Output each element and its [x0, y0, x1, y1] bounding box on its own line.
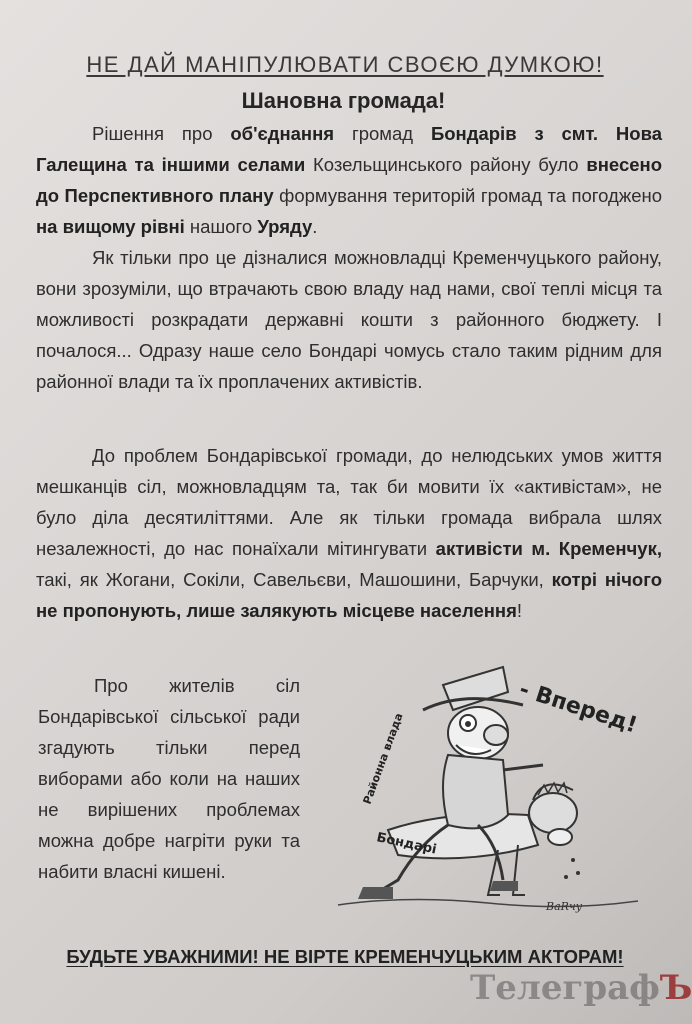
paragraph-1-run: формування територій громад та погоджено [273, 185, 662, 206]
paragraph-1-run: об'єднання [230, 123, 335, 144]
greeting-title: Шановна громада! [241, 88, 446, 113]
paragraph-4 [38, 670, 300, 887]
paragraph-3-text [36, 445, 662, 621]
paragraph-1-run: Уряду [257, 216, 313, 237]
paragraph-1-run: . [312, 216, 318, 237]
paragraph-3-run: активісти м. Кременчук, [435, 538, 662, 559]
cartoon-label-rider: Районна влада [360, 711, 406, 807]
telegraf-watermark-logo [470, 968, 692, 1018]
paragraph-1 [36, 118, 662, 242]
paragraph-1-run: на вищому рівні [36, 216, 185, 237]
cartoon-label-victim: Бондарі [375, 830, 438, 858]
paragraph-3 [36, 440, 662, 626]
paragraph-4-text: Про жителів сіл Бондарівської сільської ради згадують тільки перед виборами або коли на наших не вирішених проблемах можна добре нагріти руки та набити власні кишені. [38, 675, 300, 882]
paragraph-1-run: Козельщинського району було [305, 154, 587, 175]
cartoon-illustration [328, 655, 648, 935]
logo-last-letter: Ъ [659, 968, 692, 1008]
paragraph-1-run: Бондарів з смт. Нова Галещина та іншими селами [36, 123, 663, 175]
paragraph-1-run: внесено до Перспективного плану [36, 154, 663, 206]
paragraph-3-run: ! [516, 600, 523, 621]
cartoon-speech: - Вперед! [516, 676, 641, 739]
paragraph-1-text [36, 123, 662, 237]
paragraph-1-run: Рішення про [92, 123, 231, 144]
logo-main-text: Телеграф [470, 968, 660, 1008]
paragraph-3-run: такі, як Жогани, Сокіли, Савельєви, Машошини, Барчуки, [36, 569, 552, 590]
leaflet-heading: НЕ ДАЙ МАНІПУЛЮВАТИ СВОЄЮ ДУМКОЮ! [86, 52, 604, 77]
paragraph-2 [36, 242, 662, 397]
footer-warning: БУДЬТЕ УВАЖНИМИ! НЕ ВІРТЕ КРЕМЕНЧУЦЬКИМ АКТОРАМ! [66, 946, 624, 967]
paragraph-2-text: Як тільки про це дізналися можновладці Кременчуцького району, вони зрозуміли, що втрачають свою владу над нами, свої теплі місця та можливості розкрадати державні кошти з районного бюджету. І почалося... Одразу наше село Бондарі чомусь стало таким рідним для районної влади та їх проплачених активістів. [36, 247, 662, 392]
paragraph-1-run: громад [334, 123, 431, 144]
paragraph-3-run: котрі нічого не пропонують, лише залякують місцеве населення [36, 569, 662, 621]
paragraph-3-run: До проблем Бондарівської громади, до нелюдських умов життя мешканців сіл, можновладцям та, так би мовити їх «активістам», не було діла десятиліттями. Але як тільки громада вибрала шлях незалежності, до нас понаїхали мітингувати [36, 445, 662, 559]
cartoon-signature: BaRчу [546, 900, 583, 913]
paragraph-1-run: нашого [184, 216, 258, 237]
